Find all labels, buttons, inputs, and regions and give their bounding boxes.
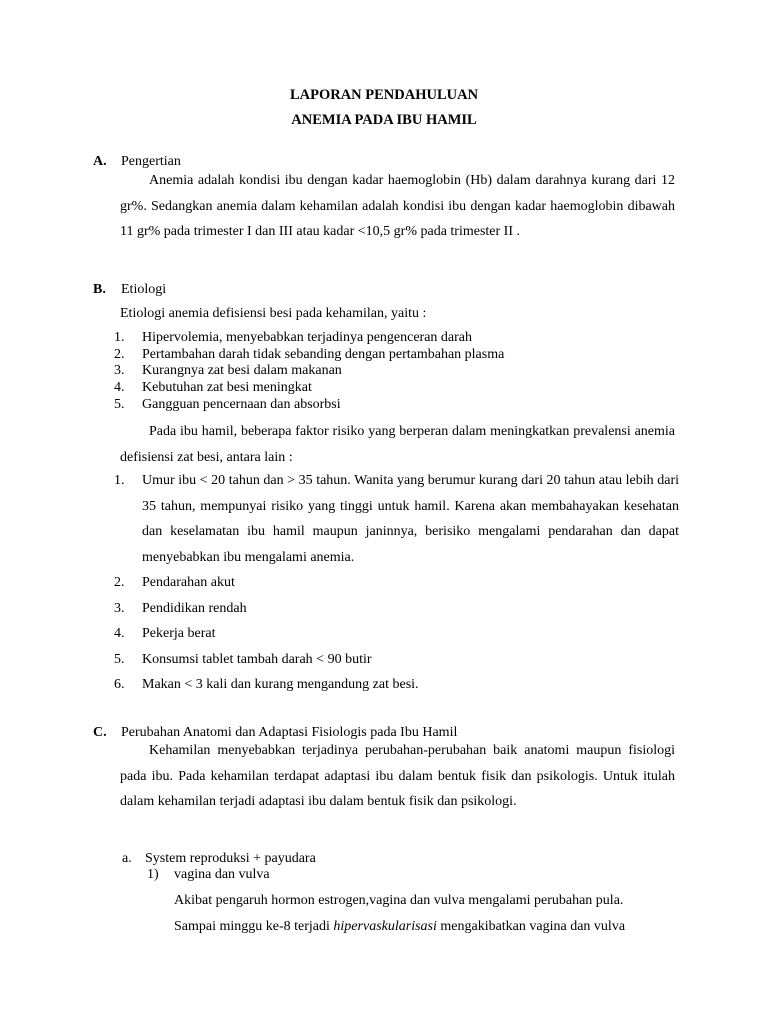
- section-b-intro: Etiologi anemia defisiensi besi pada kehamilan, yaitu :: [120, 306, 427, 321]
- list-item-number: 1.: [114, 330, 125, 345]
- list-item-text: Makan < 3 kali dan kurang mengandung zat besi.: [142, 677, 419, 692]
- body-line-2-italic: hipervaskularisasi: [333, 918, 437, 934]
- list-item: [114, 468, 679, 570]
- list-item-text: Konsumsi tablet tambah darah < 90 butir: [142, 651, 372, 667]
- section-b-heading: [93, 281, 166, 299]
- list-item: [114, 596, 679, 622]
- etiology-list: [114, 330, 679, 414]
- list-item: [114, 647, 679, 673]
- list-item-text: Pekerja berat: [142, 626, 216, 641]
- body-line-1: Akibat pengaruh hormon estrogen,vagina dan vulva mengalami perubahan pula.: [174, 893, 624, 908]
- section-c-text: Kehamilan menyebabkan terjadinya perubahan-perubahan baik anatomi maupun fisiologi pada ibu. Pada kehamilan terdapat adaptasi ibu dalam bentuk fisik dan psikologis. Untuk itulah dalam kehamilan terjadi adaptasi ibu dalam bentuk fisik dan psikologi.: [120, 743, 675, 809]
- list-item-text: Pendidikan rendah: [142, 600, 247, 616]
- section-b-letter: B.: [93, 282, 106, 297]
- list-item-number: 5.: [114, 396, 125, 412]
- section-c-paragraph: [120, 738, 675, 815]
- section-c-title: Perubahan Anatomi dan Adaptasi Fisiologis pada Ibu Hamil: [121, 725, 458, 740]
- subsection-a-title: System reproduksi + payudara: [145, 851, 316, 866]
- section-b-paragraph-text: Pada ibu hamil, beberapa faktor risiko yang berperan dalam meningkatkan prevalensi anemia defisiensi zat besi, antara lain :: [120, 424, 675, 465]
- list-item-text: Pertambahan darah tidak sebanding dengan pertambahan plasma: [142, 346, 505, 362]
- list-item-number: 1.: [114, 473, 125, 488]
- list-item: [114, 330, 679, 347]
- list-item: [114, 397, 679, 414]
- document-subtitle: ANEMIA PADA IBU HAMIL: [291, 112, 477, 128]
- list-item-number: 6.: [114, 677, 125, 692]
- body-line-2-end: mengakibatkan vagina dan vulva: [436, 918, 626, 934]
- body-line-2: [174, 914, 679, 940]
- section-b-paragraph: [120, 419, 675, 470]
- list-item-text: Hipervolemia, menyebabkan terjadinya pengenceran darah: [142, 330, 473, 345]
- list-item-number: 3.: [114, 600, 125, 616]
- risk-factor-list: [114, 468, 679, 698]
- section-c-letter: C.: [93, 725, 107, 740]
- body-line-2-start: Sampai minggu ke-8 terjadi: [174, 918, 334, 934]
- document-titles: [0, 86, 768, 129]
- list-item-number: 3.: [114, 363, 125, 379]
- list-item-text: Kebutuhan zat besi meningkat: [142, 380, 312, 396]
- section-b-title: Etiologi: [121, 282, 167, 297]
- subsection-1-body: [174, 888, 679, 939]
- section-a-paragraph: [120, 168, 675, 245]
- list-item-text: Umur ibu < 20 tahun dan > 35 tahun. Wanita yang berumur kurang dari 20 tahun atau lebih dari 35 tahun, mempunyai risiko yang tinggi untuk hamil. Karena akan membahayakan kesehatan dan keselamatan ibu hamil maupun janinnya, berisiko mengalami pendarahan dan dapat menyebabkan ibu mengalami anemia.: [142, 473, 679, 565]
- subsection-1-marker: 1): [147, 867, 159, 882]
- list-item-text: Pendarahan akut: [142, 575, 235, 590]
- list-item: [114, 672, 679, 698]
- list-item: [114, 621, 679, 647]
- list-item-number: 4.: [114, 626, 125, 641]
- list-item: [114, 380, 679, 397]
- subsection-a-marker: a.: [122, 851, 132, 866]
- list-item: [114, 363, 679, 380]
- section-a-letter: A.: [93, 154, 107, 169]
- list-item-number: 4.: [114, 380, 125, 396]
- subsection-1-title: vagina dan vulva: [174, 867, 270, 882]
- list-item-number: 2.: [114, 346, 125, 362]
- list-item-text: Kurangnya zat besi dalam makanan: [142, 363, 342, 379]
- section-a-title: Pengertian: [121, 154, 181, 169]
- subsection-1: [147, 866, 270, 884]
- section-a-text: Anemia adalah kondisi ibu dengan kadar haemoglobin (Hb) dalam darahnya kurang dari 12 gr%. Sedangkan anemia dalam kehamilan adalah kondisi ibu dengan kadar haemoglobin dibawah 11 gr% pada trimester I dan III atau kadar <10,5 gr% pada trimester II .: [120, 173, 675, 239]
- list-item-number: 5.: [114, 651, 125, 667]
- list-item-number: 2.: [114, 575, 125, 590]
- list-item-text: Gangguan pencernaan dan absorbsi: [142, 396, 341, 412]
- list-item: [114, 347, 679, 364]
- document-title: LAPORAN PENDAHULUAN: [289, 87, 479, 103]
- list-item: [114, 570, 679, 596]
